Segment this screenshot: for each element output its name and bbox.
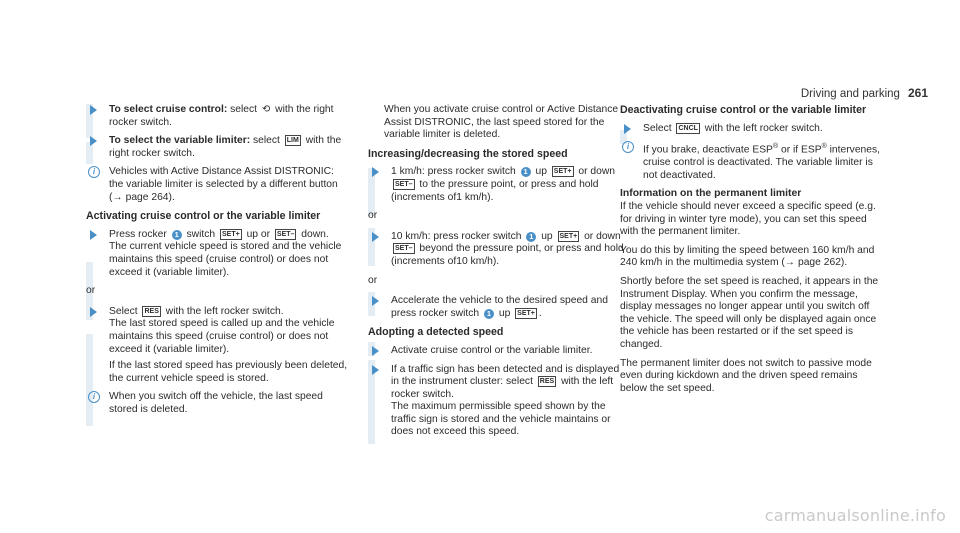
step-text: or down [581, 230, 621, 242]
step-select-res [86, 306, 348, 386]
section-heading: Activating cruise control or the variable limiter [86, 210, 321, 223]
step-result: The last stored speed is called up and the vehicle maintains this speed (cruise control) or does not exceed it (variable limiter). [109, 318, 335, 355]
info-note [86, 391, 348, 416]
section-heading: Adopting a detected speed [368, 326, 504, 339]
step-arrow-icon [90, 136, 97, 146]
step-text: Press rocker [109, 228, 170, 240]
step-text: up [538, 230, 556, 242]
res-key-icon: RES [539, 378, 555, 386]
step-text: up [495, 307, 514, 319]
step-result: The current vehicle speed is stored and the vehicle maintains this speed (cruise control) or does not exceed it (variable limiter). [109, 241, 342, 278]
info-note [620, 141, 882, 182]
column-1 [86, 104, 348, 422]
info-icon: i [88, 166, 100, 178]
callout-number: 1 [484, 309, 494, 319]
step-10kmh [368, 231, 624, 269]
callout-number: 1 [526, 232, 536, 242]
info-icon: i [88, 391, 100, 403]
step-text: beyond the pressure point, or press and hold (increments of10 km/h). [391, 243, 624, 267]
step-text: up [532, 166, 550, 178]
step-activate [368, 345, 624, 358]
step-result: The maximum permissible speed shown by the traffic sign is stored and the vehicle maintains or does not exceed this speed. [391, 401, 611, 438]
watermark: carmanualsonline.info [764, 506, 946, 525]
set-plus-key-icon: SET+ [553, 168, 572, 176]
step-select-cncl [620, 123, 882, 136]
step-text: with the left rocker switch. [701, 122, 823, 134]
step-arrow-icon [372, 232, 379, 242]
callout-number: 1 [172, 230, 182, 240]
subsection-heading: Information on the permanent limiter [620, 188, 802, 200]
cruise-control-icon: ⟲ [261, 104, 271, 115]
registered-mark: ® [772, 143, 779, 151]
step-traffic-sign [368, 364, 624, 440]
step-select-variable-limiter [86, 135, 348, 160]
step-text: to the pressure point, or press and hold (increments of1 km/h). [391, 178, 599, 203]
step-arrow-icon [372, 296, 379, 306]
or-separator: or [368, 210, 378, 222]
step-arrow-icon [372, 167, 379, 177]
note-text: intervenes, cruise control is deactivated. The variable limiter is not deactivated. [643, 144, 881, 181]
step-1kmh [368, 166, 624, 204]
step-label: To select cruise control: [109, 104, 228, 115]
set-plus-key-icon: SET+ [559, 232, 578, 240]
step-arrow-icon [90, 230, 97, 240]
step-text: 10 km/h: press rocker switch [391, 230, 525, 242]
step-arrow-icon [90, 105, 97, 115]
paragraph: When you activate cruise control or Active Distance Assist DISTRONIC, the last speed stored for the variable limiter is deleted. [384, 104, 619, 141]
step-text: Activate cruise control or the variable limiter. [391, 344, 593, 356]
step-arrow-icon [372, 346, 379, 356]
or-separator: or [368, 274, 378, 286]
registered-mark: ® [821, 143, 827, 151]
paragraph: Shortly before the set speed is reached, it appears in the Instrument Display. When you confirm the message, display messages no longer appear until you switch off the vehicle. The speed will only be displayed again once the vehicle has been restarted or if the set speed is changed. [620, 275, 879, 350]
step-press-rocker [86, 229, 348, 279]
step-accelerate [368, 295, 624, 320]
set-minus-key-icon: SET– [276, 230, 295, 238]
step-text: select [227, 104, 260, 115]
step-text: or down [575, 166, 615, 178]
column-2 [368, 104, 624, 445]
paragraph: The permanent limiter does not switch to passive mode even during kickdown and the driven speed remains below the set speed. [620, 357, 872, 394]
step-text: with the left rocker switch. [162, 305, 284, 317]
note-text: Vehicles with Active Distance Assist DISTRONIC: the variable limiter is selected by a different button (→ page 264). [109, 166, 338, 203]
step-text: switch [183, 228, 218, 240]
info-note [86, 166, 348, 204]
note-text: When you switch off the vehicle, the last speed stored is deleted. [109, 391, 323, 415]
step-arrow-icon [624, 124, 631, 134]
step-text: down. [298, 228, 329, 240]
step-text: up or [243, 228, 273, 240]
section-heading: Deactivating cruise control or the variable limiter [620, 104, 867, 116]
section-heading: Increasing/decreasing the stored speed [368, 147, 568, 160]
step-text: with the right rocker switch. [109, 135, 342, 159]
set-plus-key-icon: SET+ [222, 230, 240, 238]
info-icon: i [622, 141, 634, 153]
lim-key-icon: LIM [286, 137, 299, 145]
cncl-key-icon: CNCL [678, 124, 698, 132]
note-text: or if ESP [778, 144, 822, 156]
step-label: To select the variable limiter: [109, 135, 251, 147]
step-arrow-icon [372, 365, 379, 375]
column-3 [620, 104, 882, 401]
step-arrow-icon [90, 307, 97, 317]
paragraph: If the vehicle should never exceed a specific speed (e.g. for driving in winter tyre mode), you can set this speed with the permanent limiter. [620, 200, 876, 238]
step-text: select [250, 135, 283, 147]
set-minus-key-icon: SET– [395, 180, 413, 188]
step-text: with the left rocker switch. [391, 376, 614, 400]
step-text: with the right rocker switch. [109, 104, 334, 128]
step-text: Select [109, 305, 141, 317]
page-number: 261 [907, 86, 928, 100]
step-text: . [538, 307, 542, 319]
set-plus-key-icon: SET+ [517, 309, 535, 317]
step-text: 1 km/h: press rocker switch [391, 166, 519, 178]
note-text: If you brake, deactivate ESP [643, 144, 773, 156]
paragraph: You do this by limiting the speed between 160 km/h and 240 km/h in the multimedia system (→ page 262). [620, 244, 875, 269]
section-title: Driving and parking [800, 88, 900, 100]
callout-number: 1 [521, 167, 531, 177]
step-text: If a traffic sign has been detected and is displayed in the instrument cluster: select [391, 363, 620, 388]
step-text: Select [643, 122, 675, 134]
or-separator: or [86, 285, 96, 297]
res-key-icon: RES [144, 307, 159, 315]
set-minus-key-icon: SET– [395, 245, 413, 253]
step-text: Accelerate the vehicle to the desired speed and press rocker switch [391, 295, 608, 319]
step-select-cruise-control [86, 104, 348, 129]
step-result: If the last stored speed has previously been deleted, the current vehicle speed is stored. [109, 360, 348, 384]
running-header [801, 86, 928, 100]
